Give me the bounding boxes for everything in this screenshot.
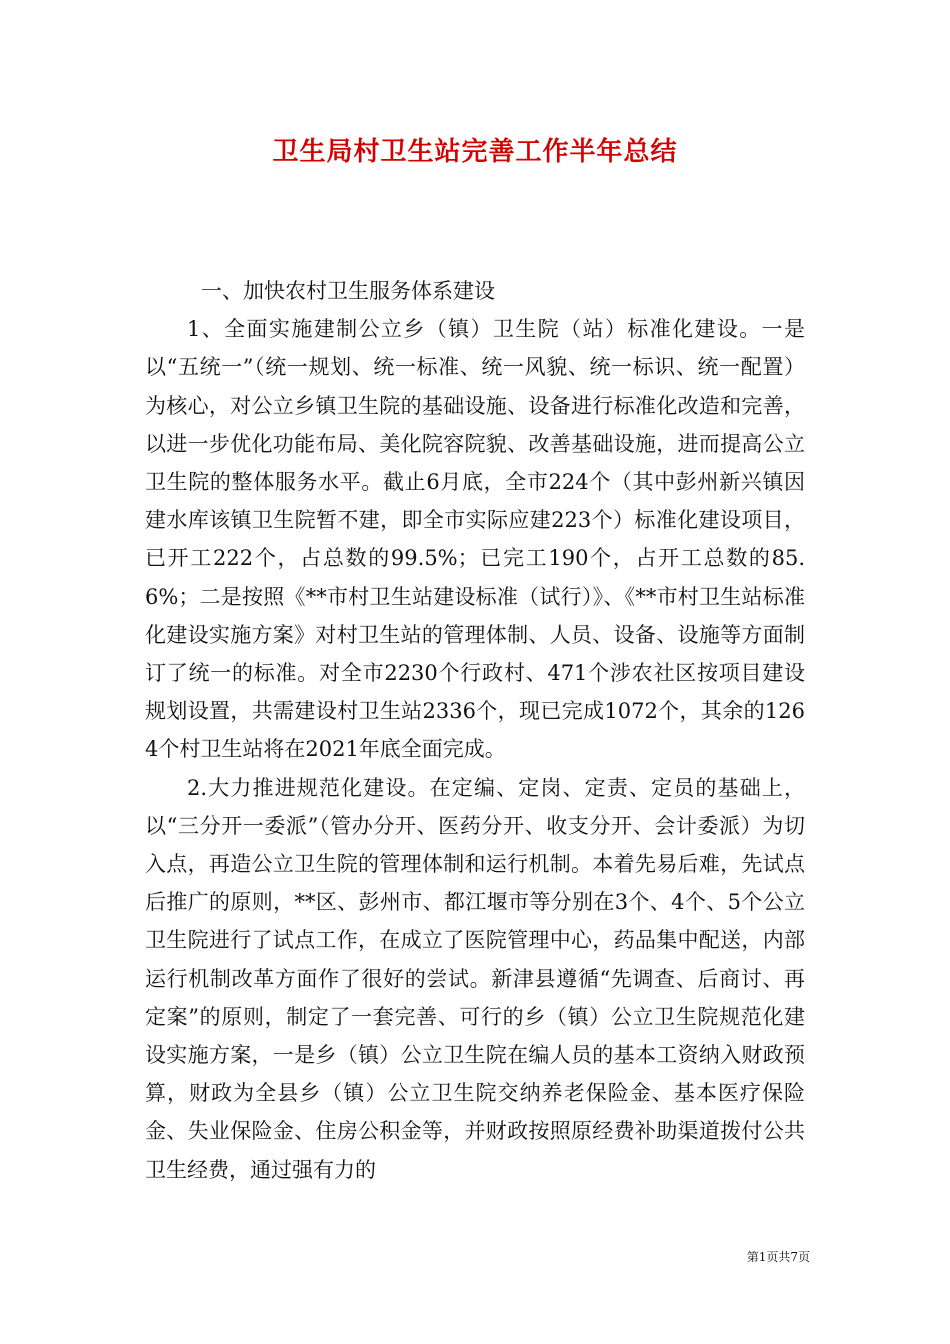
body-paragraph-2: 2.大力推进规范化建设。在定编、定岗、定责、定员的基础上，以“三分开一委派”（管办分开、医药分开、收支分开、会计委派）为切入点，再造公立卫生院的管理体制和运行机制。本着先易后难，先试点后推广的原则，**区、彭州市、都江堰市等分别在3个、4个、5个公立卫生院进行了试点工作，在成立了医院管理中心，药品集中配送，内部运行机制改革方面作了很好的尝试。新津县遵循“先调查、后商讨、再定案”的原则，制定了一套完善、可行的乡（镇）公立卫生院规范化建设实施方案，一是乡（镇）公立卫生院在编人员的基本工资纳入财政预算，财政为全县乡（镇）公立卫生院交纳养老保险金、基本医疗保险金、失业保险金、住房公积金等，并财政按照原经费补助渠道拨付公共卫生经费，通过强有力的 [145, 775, 805, 1182]
body-paragraph-1: 1、全面实施建制公立乡（镇）卫生院（站）标准化建设。一是以“五统一”（统一规划、统一标准、统一风貌、统一标识、统一配置）为核心，对公立乡镇卫生院的基础设施、设备进行标准化改造和完善，以进一步优化功能布局、美化院容院貌、改善基础设施，进而提高公立卫生院的整体服务水平。截止6月底，全市224个（其中彭州新兴镇因建水库该镇卫生院暂不建，即全市实际应建223个）标准化建设项目，已开工222个，占总数的99.5%；已完工190个，占开工总数的85.6%；二是按照《**市村卫生站建设标准（试行）》、《**市村卫生站标准化建设实施方案》对村卫生站的管理体制、人员、设备、设施等方面制订了统一的标准。对全市2230个行政村、471个涉农社区按项目建设规划设置，共需建设村卫生站2336个，现已完成1072个，其余的1264个村卫生站将在2021年底全面完成。 [145, 317, 805, 762]
document-title: 卫生局村卫生站完善工作半年总结 [272, 137, 678, 167]
page-number: 第1页共7页 [746, 1250, 810, 1264]
document-body [145, 272, 805, 1189]
section-heading: 一、加快农村卫生服务体系建设 [201, 279, 495, 303]
